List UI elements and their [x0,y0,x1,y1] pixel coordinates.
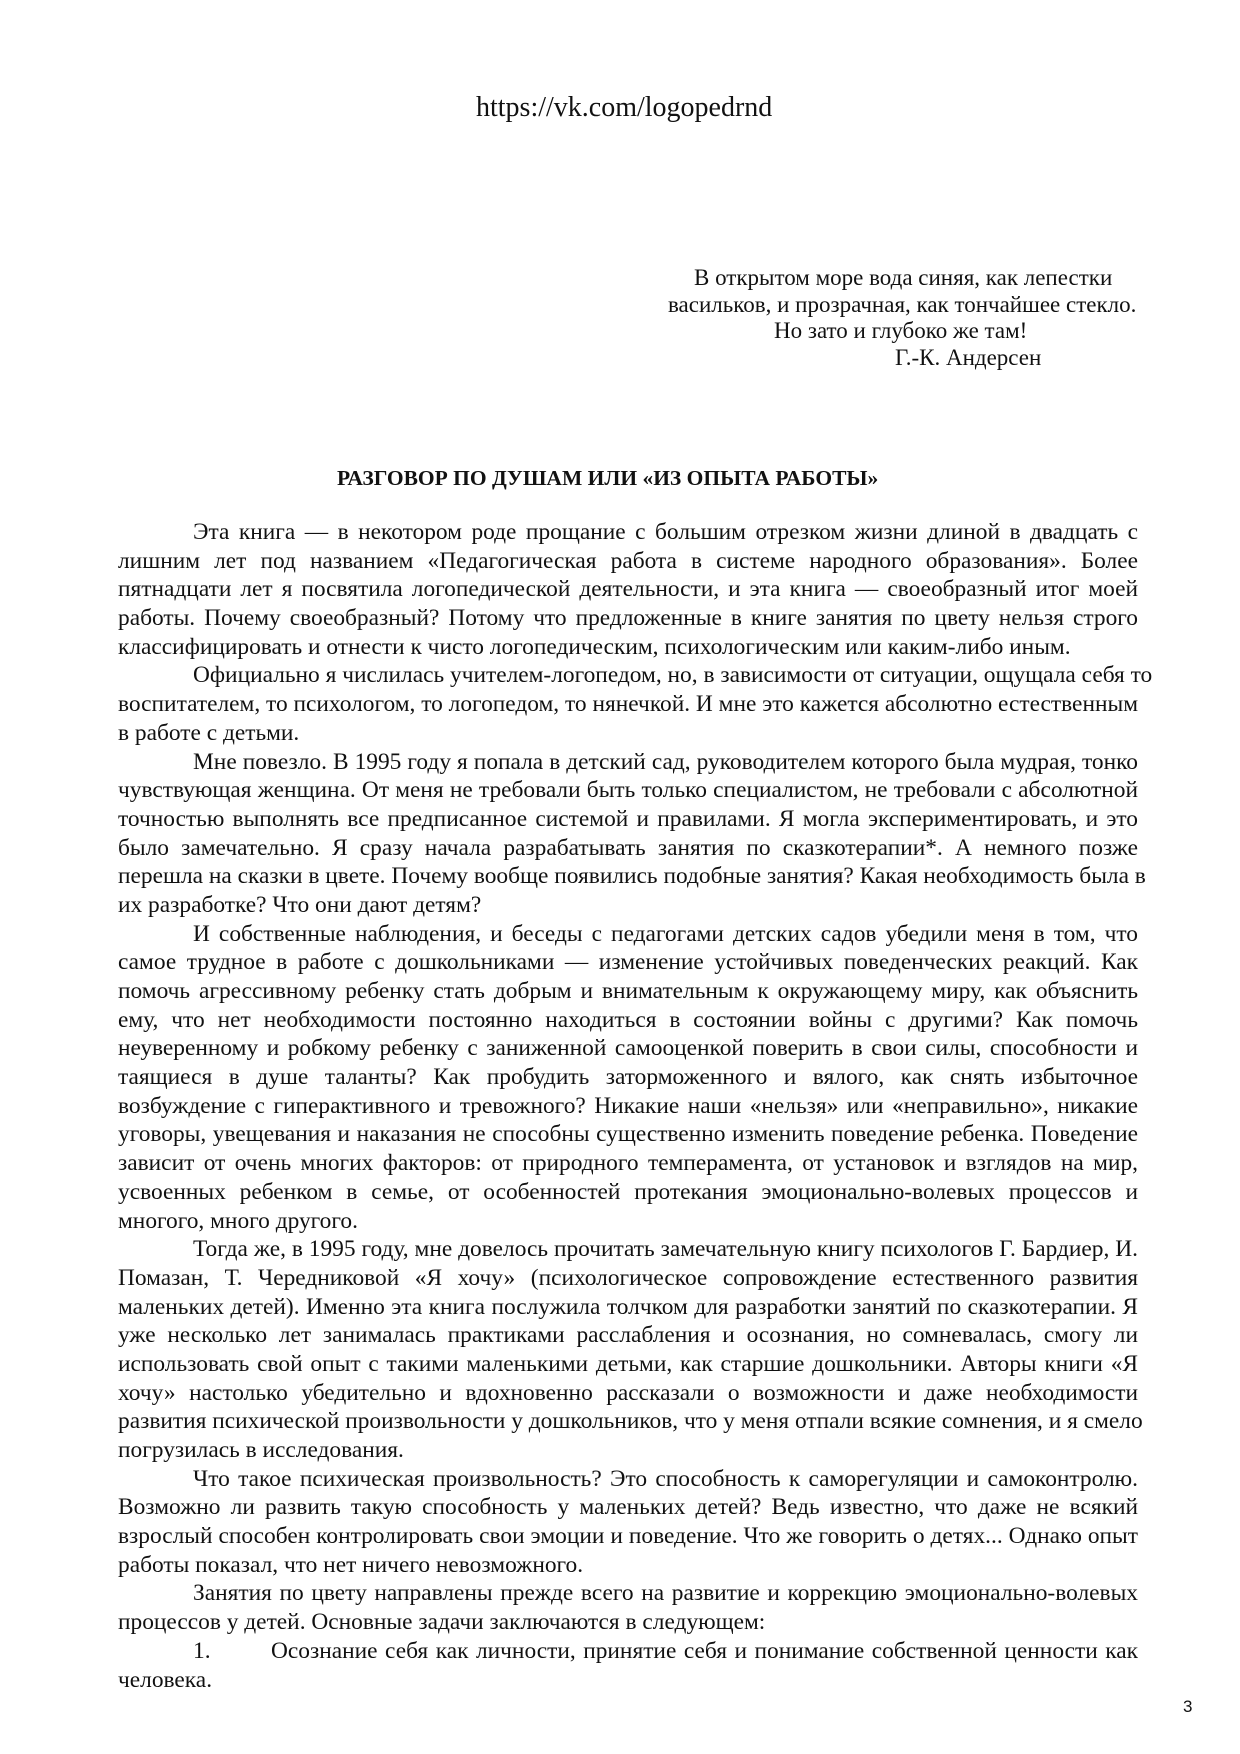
paragraph-line: усвоенных ребенком в семье, от особенностей протекания эмоционально-волевых процессов и [118,1178,1138,1205]
paragraph-line: таящиеся в душе таланты? Как пробудить заторможенного и вялого, как снять избыточное [118,1064,1138,1091]
paragraph-line: пятнадцати лет я посвятила логопедической деятельности, и эта книга — своеобразный итог моей [118,576,1138,603]
paragraph-line: развития психической произвольности у дошкольников, что у меня отпали всякие сомнения, и я смело [118,1408,1143,1435]
paragraph [118,1465,1138,1580]
epigraph-line: Но зато и глубоко же там! [774,318,1028,343]
list-item-number: 1. [193,1637,211,1664]
paragraph-line: самое трудное в работе с дошкольниками — изменение устойчивых поведенческих реакций. Как [118,949,1138,976]
paragraph [118,518,1138,661]
paragraph-line: Возможно ли развить такую способность у маленьких детей? Ведь известно, что даже не всякий [118,1494,1138,1521]
epigraph-author: Г.-К. Андерсен [895,345,1042,370]
paragraph-line: точностью выполнять все предписанное системой и правилами. Я могла экспериментировать, и это [118,805,1138,832]
paragraph-line: лишним лет под названием «Педагогическая работа в системе народного образования». Более [118,547,1138,574]
paragraph-line: Официально я числилась учителем-логопедом, но, в зависимости от ситуации, ощущала себя то [193,662,1153,689]
paragraph-line: уговоры, увещевания и наказания не способны существенно изменить поведение ребенка. Поведение [118,1121,1138,1148]
paragraph-line: Помазан, Т. Чередниковой «Я хочу» (психологическое сопровождение естественного развития [118,1264,1138,1291]
paragraph-line: использовать свой опыт с такими маленькими детьми, как старшие дошкольники. Авторы книги «Я [118,1350,1138,1377]
paragraph [118,748,1146,920]
paragraph-line: Что такое психическая произвольность? Это способность к саморегуляции и самоконтролю. [193,1465,1138,1492]
header-url: https://vk.com/logopedrnd [476,92,773,123]
paragraph-line: чувствующая женщина. От меня не требовали быть только специалистом, не требовали с абсолютной [118,777,1138,804]
list-item-text-continued: человека. [118,1666,213,1693]
list-item [118,1637,1138,1666]
paragraph-line: уже несколько лет занималась практиками расслабления и осознания, но сомневалась, смогу ли [118,1322,1138,1349]
epigraph-line: В открытом море вода синяя, как лепестки [694,265,1113,290]
paragraph-line: возбуждение с гиперактивного и тревожного? Никакие наши «нельзя» или «неправильно», никакие [118,1092,1138,1119]
paragraph-line: Тогда же, в 1995 году, мне довелось прочитать замечательную книгу психологов Г. Бардиер, И. [193,1236,1138,1263]
epigraph-line: васильков, и прозрачная, как тончайшее стекло. [668,292,1137,317]
paragraph-line: было замечательно. Я сразу начала разрабатывать занятия по сказкотерапии*. А немного позже [118,834,1138,861]
paragraph-line: работы. Почему своеобразный? Потому что предложенные в книге занятия по цвету нельзя строго [118,605,1138,632]
paragraph-line: перешла на сказки в цвете. Почему вообще появились подобные занятия? Какая необходимость была в [118,863,1146,890]
paragraph-line: помочь агрессивному ребенку стать добрым и внимательным к окружающему миру, как объяснить [118,978,1138,1004]
paragraph-line: Эта книга — в некотором роде прощание с большим отрезком жизни длиной в двадцать с [193,519,1138,545]
paragraph-line: неуверенному и робкому ребенку с заниженной самооценкой поверить в свои силы, способности и [118,1035,1138,1062]
page-number: 3 [1183,1697,1193,1716]
list-item-text: Осознание себя как личности, принятие себя и понимание собственной ценности как [271,1637,1138,1664]
paragraph [118,920,1138,1236]
paragraph-line: взрослый способен контролировать свои эмоции и поведение. Что же говорить о детях... Однако опыт [118,1523,1138,1550]
paragraph-line: погрузилась в исследования. [118,1437,404,1463]
paragraph-line: И собственные наблюдения, и беседы с педагогами детских садов убедили меня в том, что [193,920,1138,947]
paragraph-line: хочу» настолько убедительно и вдохновенно рассказали о возможности и даже необходимости [118,1379,1138,1406]
paragraph-line: их разработке? Что они дают детям? [118,891,482,918]
body-text [118,518,1153,1694]
paragraph [118,1579,1138,1636]
paragraph-line: многого, много другого. [118,1207,358,1234]
paragraph-line: воспитателем, то психологом, то логопедом, то нянечкой. И мне это кажется абсолютно естественным [118,691,1138,718]
paragraph [118,1235,1143,1465]
section-title: РАЗГОВОР ПО ДУШАМ ИЛИ «ИЗ ОПЫТА РАБОТЫ» [337,466,879,490]
paragraph-line: Занятия по цвету направлены прежде всего на развитие и коррекцию эмоционально-волевых [193,1580,1138,1607]
paragraph-line: процессов у детей. Основные задачи заключаются в следующем: [118,1609,766,1636]
paragraph-line: маленьких детей). Именно эта книга послужила толчком для разработки занятий по сказкотерапии. Я [118,1293,1138,1320]
paragraph-line: классифицировать и отнести к чисто логопедическим, психологическим или каким-либо иным. [118,633,1071,660]
paragraph-line: зависит от очень многих факторов: от природного темперамента, от установок и взглядов на мир, [118,1150,1138,1177]
paragraph-line: в работе с детьми. [118,719,300,746]
paragraph-line: Мне повезло. В 1995 году я попала в детский сад, руководителем которого была мудрая, тонко [193,748,1138,775]
paragraph [118,661,1153,747]
paragraph-line: работы показал, что нет ничего невозможного. [118,1551,584,1578]
paragraph-line: ему, что нет необходимости постоянно находиться в состоянии войны с другими? Как помочь [118,1006,1138,1033]
